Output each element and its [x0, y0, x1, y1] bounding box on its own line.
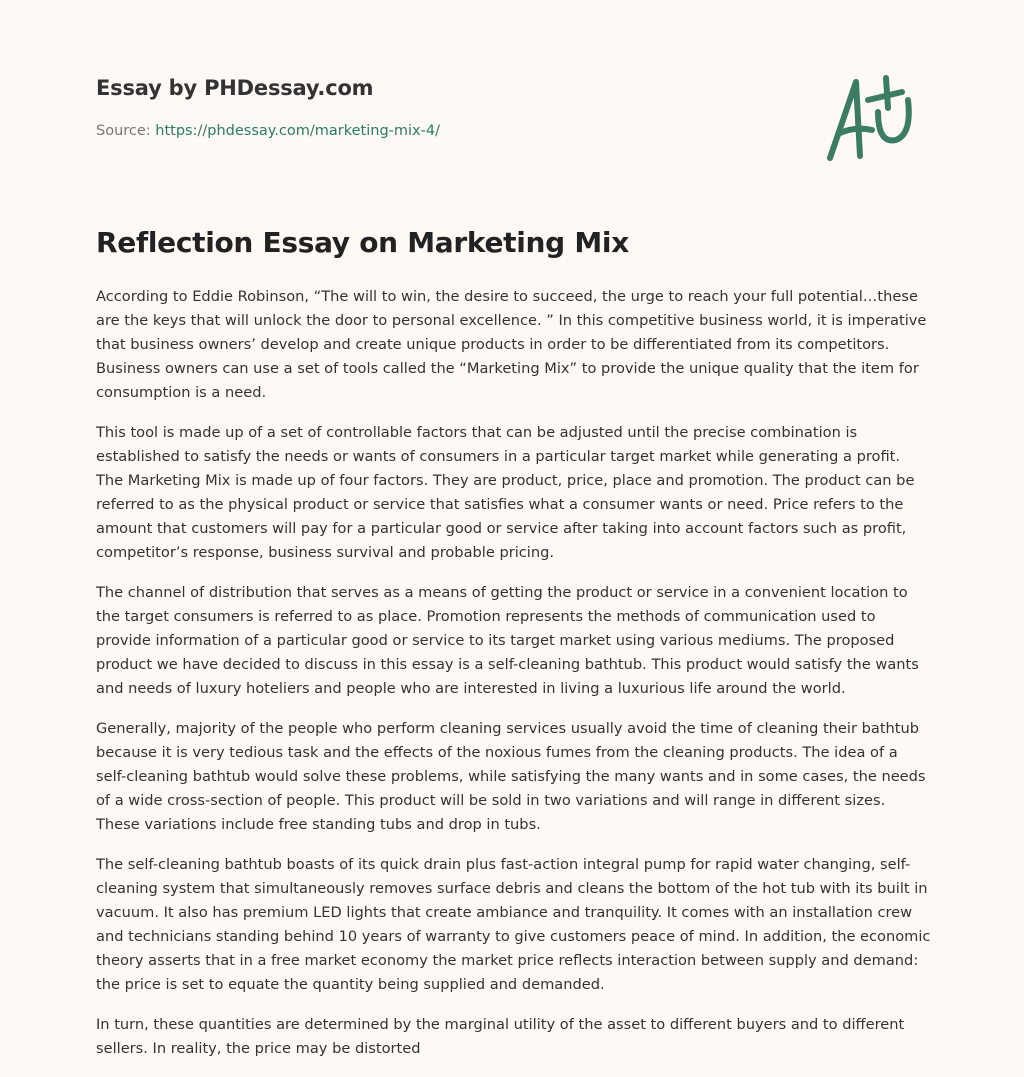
- a-plus-logo-icon: [820, 70, 930, 170]
- brand-title: Essay by PHDessay.com: [96, 76, 374, 100]
- source-line: [96, 123, 440, 139]
- paragraph: In turn, these quantities are determined by the marginal utility of the asset to different buyers and to different sellers. In reality, the price may be distorted: [96, 1016, 905, 1057]
- essay-title: Reflection Essay on Marketing Mix: [96, 226, 629, 259]
- paragraph: According to Eddie Robinson, “The will to win, the desire to succeed, the urge to reach your full potential…these are the keys that will unlock the door to personal excellence. ” In this competitive business world, it is imperative that business owners’ develop and create unique products in order to be differentiated from its competitors. Business owners can use a set of tools called the “Marketing Mix” to provide the unique quality that the item for consumption is a need.: [96, 288, 927, 401]
- paragraph: The channel of distribution that serves as a means of getting the product or service in a convenient location to the target consumers is referred to as place. Promotion represents the methods of communication used to provide information of a particular good or service to its target market using various mediums. The proposed product we have decided to discuss in this essay is a self-cleaning bathtub. This product would satisfy the wants and needs of luxury hoteliers and people who are interested in living a luxurious life around the world.: [96, 584, 919, 697]
- paragraph: This tool is made up of a set of controllable factors that can be adjusted until the precise combination is established to satisfy the needs or wants of consumers in a particular target market while generating a profit. The Marketing Mix is made up of four factors. They are product, price, place and promotion. The product can be referred to as the physical product or service that satisfies what a consumer wants or need. Price refers to the amount that customers will pay for a particular good or service after taking into account factors such as profit, competitor’s response, business survival and probable pricing.: [96, 424, 915, 561]
- source-label: Source:: [96, 123, 151, 139]
- source-link[interactable]: https://phdessay.com/marketing-mix-4/: [155, 123, 440, 139]
- site-header: [96, 76, 373, 100]
- paragraph: Generally, majority of the people who perform cleaning services usually avoid the time of cleaning their bathtub because it is very tedious task and the effects of the noxious fumes from the cleaning products. The idea of a self-cleaning bathtub would solve these problems, while satisfying the many wants and in some cases, the needs of a wide cross-section of people. This product will be sold in two variations and will range in different sizes. These variations include free standing tubs and drop in tubs.: [96, 720, 926, 833]
- paragraph: The self-cleaning bathtub boasts of its quick drain plus fast-action integral pump for rapid water changing, self-cleaning system that simultaneously removes surface debris and cleans the bottom of the hot tub with its built in vacuum. It also has premium LED lights that create ambiance and tranquility. It comes with an installation crew and technicians standing behind 10 years of warranty to give customers peace of mind. In addition, the economic theory asserts that in a free market economy the market price reflects interaction between supply and demand: the price is set to equate the quantity being supplied and demanded.: [96, 856, 931, 993]
- essay-body: [96, 285, 931, 1077]
